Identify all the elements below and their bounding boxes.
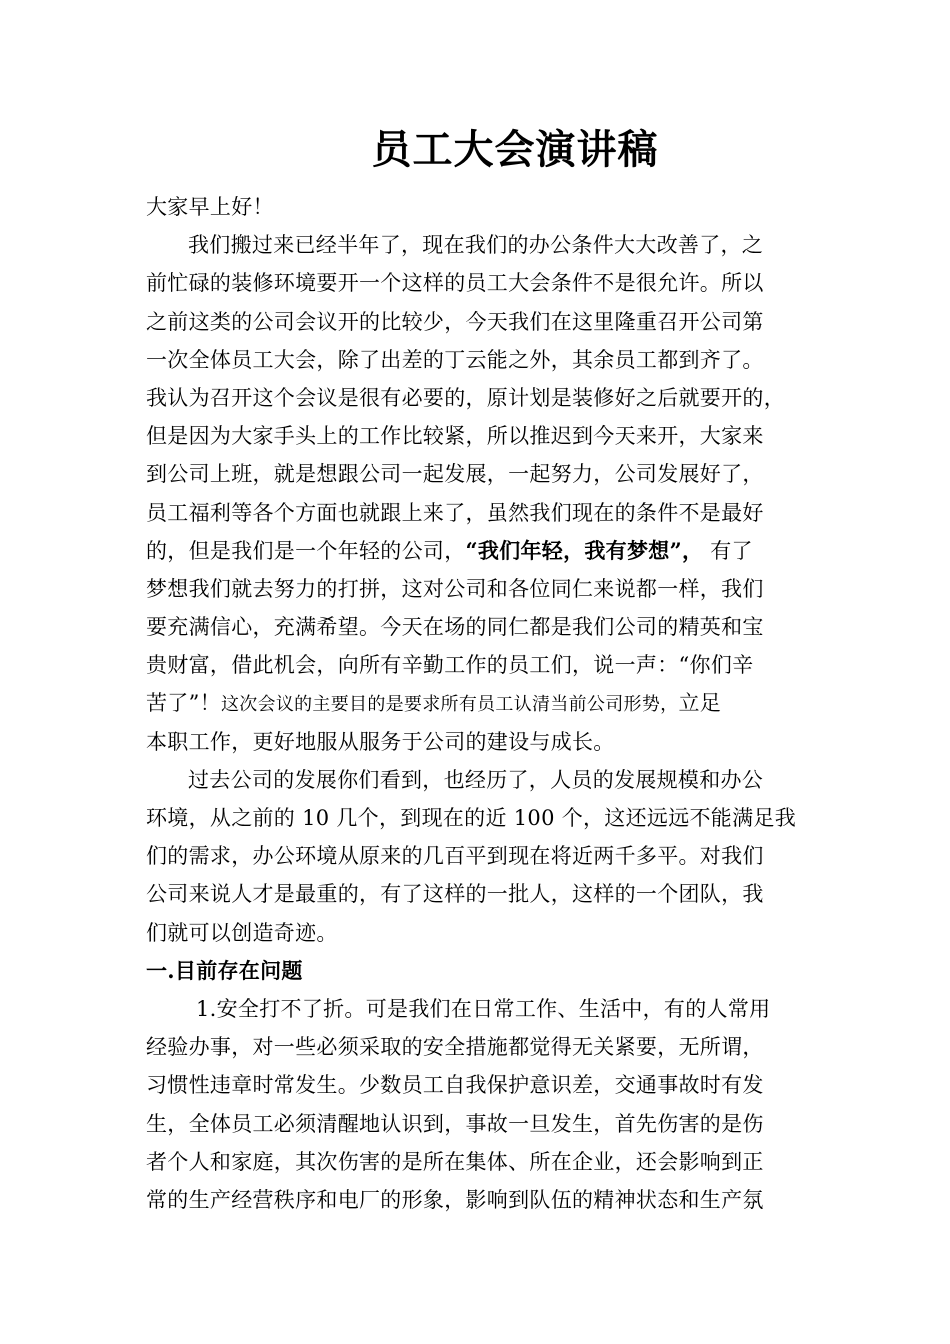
paragraph-3-line: 常的生产经营秩序和电厂的形象，影响到队伍的精神状态和生产氛 xyxy=(146,1187,764,1212)
paragraph-1-line-slogan xyxy=(146,532,810,570)
paragraph-2-line: 过去公司的发展你们看到，也经历了，人员的发展规模和办公 xyxy=(188,767,764,792)
paragraph-1-line: 前忙碌的装修环境要开一个这样的员工大会条件不是很允许。所以 xyxy=(146,271,764,296)
paragraph-1-line: 到公司上班，就是想跟公司一起发展，一起努力，公司发展好了， xyxy=(146,462,764,487)
document-title: 员工大会演讲稿 xyxy=(371,126,659,173)
greeting-line: 大家早上好！ xyxy=(146,195,274,219)
paragraph-1-line: 一次全体员工大会，除了出差的丁云能之外，其余员工都到齐了。 xyxy=(146,347,764,372)
mixed-normal-text: 苦了”！ xyxy=(146,691,221,716)
section-heading: 一.目前存在问题 xyxy=(146,957,303,983)
paragraph-1-line: 员工福利等各个方面也就跟上来了，虽然我们现在的条件不是最好 xyxy=(146,500,764,525)
paragraph-3-line: 者个人和家庭，其次伤害的是所在集体、所在企业，还会影响到正 xyxy=(146,1149,764,1174)
paragraph-2-line: 公司来说人才是最重的，有了这样的一批人，这样的一个团队，我 xyxy=(146,882,764,907)
slogan-tail-text: 有了 xyxy=(703,538,753,563)
mixed-small-text: 这次会议的主要目的是要求所有员工认清当前公司形势， xyxy=(220,694,679,716)
slogan-lead-text: 的，但是我们是一个年轻的公司， xyxy=(146,538,466,563)
paragraph-2-line: 环境，从之前的 10 几个，到现在的近 100 个，这还远远不能满足我 xyxy=(146,806,797,830)
paragraph-3-line: 生，全体员工必须清醒地认识到，事故一旦发生，首先伤害的是伤 xyxy=(146,1111,764,1136)
paragraph-3-line: 习惯性违章时常发生。少数员工自我保护意识差，交通事故时有发 xyxy=(146,1073,764,1098)
paragraph-1-line: 梦想我们就去努力的打拼，这对公司和各位同仁来说都一样，我们 xyxy=(146,576,764,601)
paragraph-1-line-mixed xyxy=(146,684,810,722)
paragraph-1-line: 本职工作，更好地服从服务于公司的建设与成长。 xyxy=(146,729,615,754)
document-body xyxy=(146,188,810,1219)
paragraph-1-line: 但是因为大家手头上的工作比较紧，所以推迟到今天来开，大家来 xyxy=(146,424,764,449)
paragraph-3-line: 经验办事，对一些必须采取的安全措施都觉得无关紧要，无所谓， xyxy=(146,1035,764,1060)
paragraph-1-line: 之前这类的公司会议开的比较少，今天我们在这里隆重召开公司第 xyxy=(146,309,764,334)
slogan-bold-text: “我们年轻，我有梦想”， xyxy=(465,537,704,563)
paragraph-3-line: 1.安全打不了折。可是我们在日常工作、生活中，有的人常用 xyxy=(196,996,771,1021)
paragraph-2-line: 们就可以创造奇迹。 xyxy=(146,920,338,945)
paragraph-2-line: 们的需求，办公环境从原来的几百平到现在将近两千多平。对我们 xyxy=(146,844,764,869)
paragraph-1-line: 我认为召开这个会议是很有必要的，原计划是装修好之后就要开的， xyxy=(146,385,785,410)
paragraph-1-line: 要充满信心，充满希望。今天在场的同仁都是我们公司的精英和宝 xyxy=(146,615,764,640)
mixed-tail-text: 立足 xyxy=(678,691,722,716)
paragraph-1-line: 贵财富，借此机会，向所有辛勤工作的员工们，说一声：“你们辛 xyxy=(146,653,754,678)
paragraph-1-line: 我们搬过来已经半年了，现在我们的办公条件大大改善了，之 xyxy=(188,233,764,258)
